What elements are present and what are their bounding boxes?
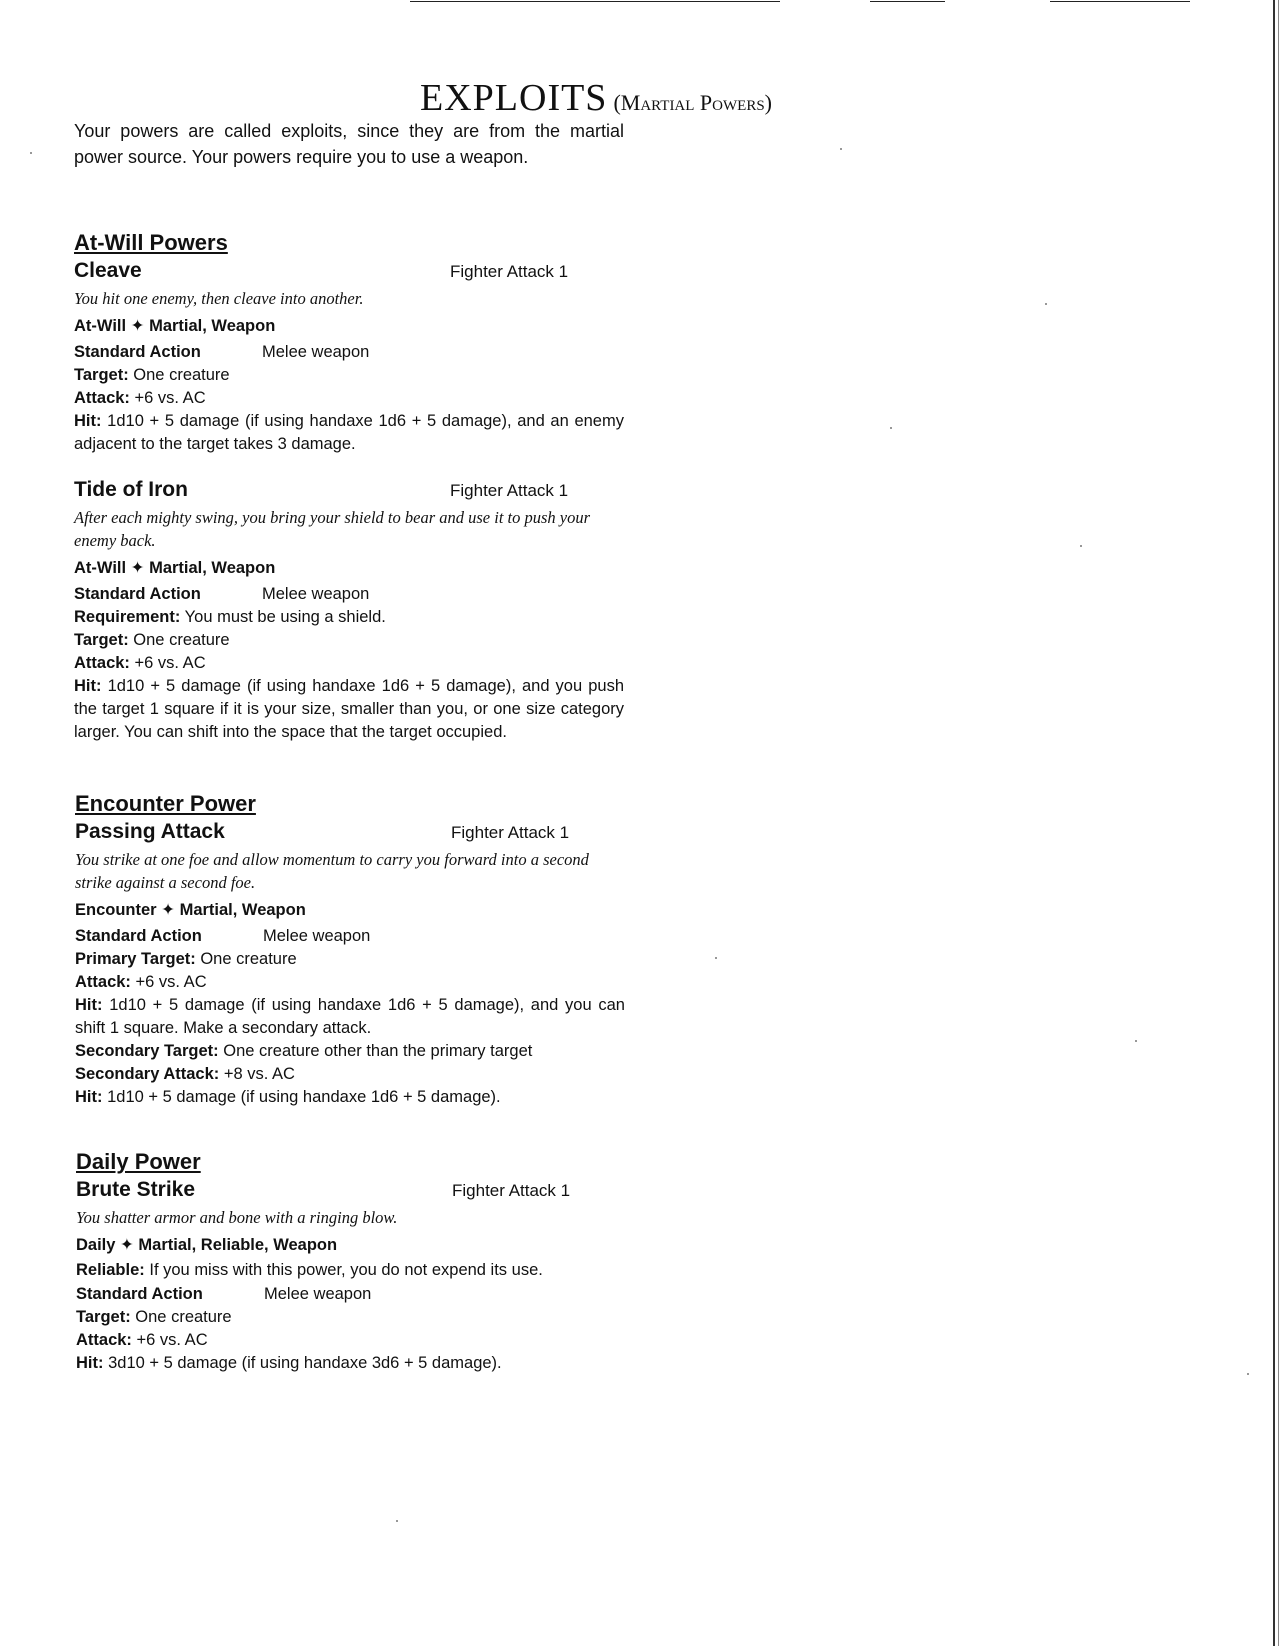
line-text: +6 vs. AC — [134, 389, 206, 407]
action-type: Standard Action — [76, 1285, 203, 1303]
section-at-will — [74, 229, 624, 456]
power-line — [74, 652, 624, 675]
power-name: Tide of Iron — [74, 478, 188, 501]
scan-speck — [1080, 545, 1082, 547]
scan-speck — [840, 148, 842, 150]
power-line — [74, 675, 624, 744]
line-text: 1d10 + 5 damage (if using handaxe 1d6 + 5 damage), and you push the target 1 square if it is your size, smaller than you, or one size category larger. You can shift into the space that the target occupied. — [74, 677, 625, 741]
power-flavor: You hit one enemy, then cleave into another. — [74, 289, 364, 308]
line-label: Attack: — [74, 654, 130, 672]
power-flavor: You strike at one foe and allow momentum to carry you forward into a second strike against a second foe. — [75, 850, 589, 892]
power-line — [76, 1259, 626, 1282]
power-card-tide-of-iron — [74, 478, 624, 744]
scan-edge-inner — [1278, 0, 1279, 1646]
power-name: Brute Strike — [76, 1178, 196, 1201]
line-text: +8 vs. AC — [223, 1065, 295, 1083]
line-label: Reliable: — [76, 1261, 145, 1279]
power-line — [75, 994, 625, 1040]
scan-line-top-2 — [870, 1, 945, 2]
scan-speck — [1045, 303, 1047, 305]
line-text: One creature other than the primary target — [223, 1042, 533, 1060]
scan-speck — [1247, 1373, 1249, 1375]
range-type: Melee weapon — [262, 343, 370, 361]
line-text: One creature — [133, 366, 230, 384]
line-text: If you miss with this power, you do not expend its use. — [149, 1261, 543, 1279]
section-heading: Encounter Power — [75, 791, 256, 816]
range-type: Melee weapon — [262, 585, 370, 603]
line-text: One creature — [133, 631, 230, 649]
power-line — [74, 629, 624, 652]
section-daily — [76, 1148, 626, 1375]
power-line — [75, 1086, 625, 1109]
scan-edge — [1273, 0, 1275, 1646]
section-encounter — [75, 790, 625, 1109]
power-card-brute-strike — [76, 1178, 626, 1375]
line-label: Target: — [74, 366, 129, 384]
power-flavor: You shatter armor and bone with a ringing blow. — [76, 1208, 398, 1227]
power-line — [74, 410, 624, 456]
power-line — [76, 1352, 626, 1375]
line-label: Attack: — [75, 973, 131, 991]
intro-text: Your powers are called exploits, since they are from the martial power source. Your powers require you to use a weapon. — [74, 121, 624, 167]
section-heading: At-Will Powers — [74, 230, 228, 255]
scan-speck — [890, 427, 892, 429]
power-class: Fighter Attack 1 — [452, 1181, 571, 1200]
power-keywords: At-Will ✦ Martial, Weapon — [74, 317, 276, 335]
line-text: 3d10 + 5 damage (if using handaxe 3d6 + 5 damage). — [108, 1354, 502, 1372]
line-label: Attack: — [74, 389, 130, 407]
power-line — [74, 606, 624, 629]
section-heading: Daily Power — [76, 1149, 201, 1174]
power-class: Fighter Attack 1 — [450, 262, 569, 281]
power-line — [76, 1329, 626, 1352]
title-main: EXPLOITS — [420, 77, 608, 119]
line-text: 1d10 + 5 damage (if using handaxe 1d6 + 5 damage), and an enemy adjacent to the target takes 3 damage. — [74, 412, 624, 453]
action-type: Standard Action — [74, 343, 201, 361]
line-label: Hit: — [74, 677, 102, 695]
scan-line-top-1 — [410, 1, 780, 2]
intro-block — [74, 118, 624, 170]
page-title — [420, 76, 772, 120]
power-keywords: Encounter ✦ Martial, Weapon — [75, 901, 306, 919]
scan-speck — [396, 1520, 398, 1522]
power-class: Fighter Attack 1 — [451, 823, 570, 842]
power-card-passing-attack — [75, 820, 625, 1109]
line-label: Target: — [74, 631, 129, 649]
line-text: +6 vs. AC — [134, 654, 206, 672]
line-label: Primary Target: — [75, 950, 196, 968]
line-label: Hit: — [76, 1354, 104, 1372]
range-type: Melee weapon — [264, 1285, 372, 1303]
power-name: Passing Attack — [75, 820, 225, 843]
line-label: Hit: — [75, 1088, 103, 1106]
line-label: Attack: — [76, 1331, 132, 1349]
title-sub: (Martial Powers) — [613, 90, 772, 115]
line-text: 1d10 + 5 damage (if using handaxe 1d6 + 5 damage), and you can shift 1 square. Make a secondary attack. — [75, 996, 625, 1037]
line-label: Hit: — [75, 996, 103, 1014]
action-type: Standard Action — [75, 927, 202, 945]
line-text: One creature — [200, 950, 297, 968]
scan-speck — [1135, 1040, 1137, 1042]
scan-speck — [715, 957, 717, 959]
line-label: Target: — [76, 1308, 131, 1326]
power-keywords: Daily ✦ Martial, Reliable, Weapon — [76, 1236, 338, 1254]
line-text: 1d10 + 5 damage (if using handaxe 1d6 + 5 damage). — [107, 1088, 501, 1106]
line-text: You must be using a shield. — [184, 608, 386, 626]
power-line — [75, 1040, 625, 1063]
range-type: Melee weapon — [263, 927, 371, 945]
power-name: Cleave — [74, 259, 142, 282]
power-line — [74, 364, 624, 387]
scan-speck — [30, 152, 32, 154]
line-label: Hit: — [74, 412, 102, 430]
power-line — [75, 971, 625, 994]
line-text: +6 vs. AC — [135, 973, 207, 991]
power-keywords: At-Will ✦ Martial, Weapon — [74, 559, 276, 577]
power-line — [74, 387, 624, 410]
power-flavor: After each mighty swing, you bring your shield to bear and use it to push your enemy back. — [74, 508, 591, 550]
power-line — [75, 948, 625, 971]
line-text: One creature — [135, 1308, 232, 1326]
line-text: +6 vs. AC — [136, 1331, 208, 1349]
power-card-cleave — [74, 259, 624, 456]
line-label: Requirement: — [74, 608, 181, 626]
line-label: Secondary Attack: — [75, 1065, 220, 1083]
scan-line-top-3 — [1050, 1, 1190, 2]
power-line — [75, 1063, 625, 1086]
line-label: Secondary Target: — [75, 1042, 219, 1060]
power-class: Fighter Attack 1 — [450, 481, 569, 500]
action-type: Standard Action — [74, 585, 201, 603]
power-line — [76, 1306, 626, 1329]
